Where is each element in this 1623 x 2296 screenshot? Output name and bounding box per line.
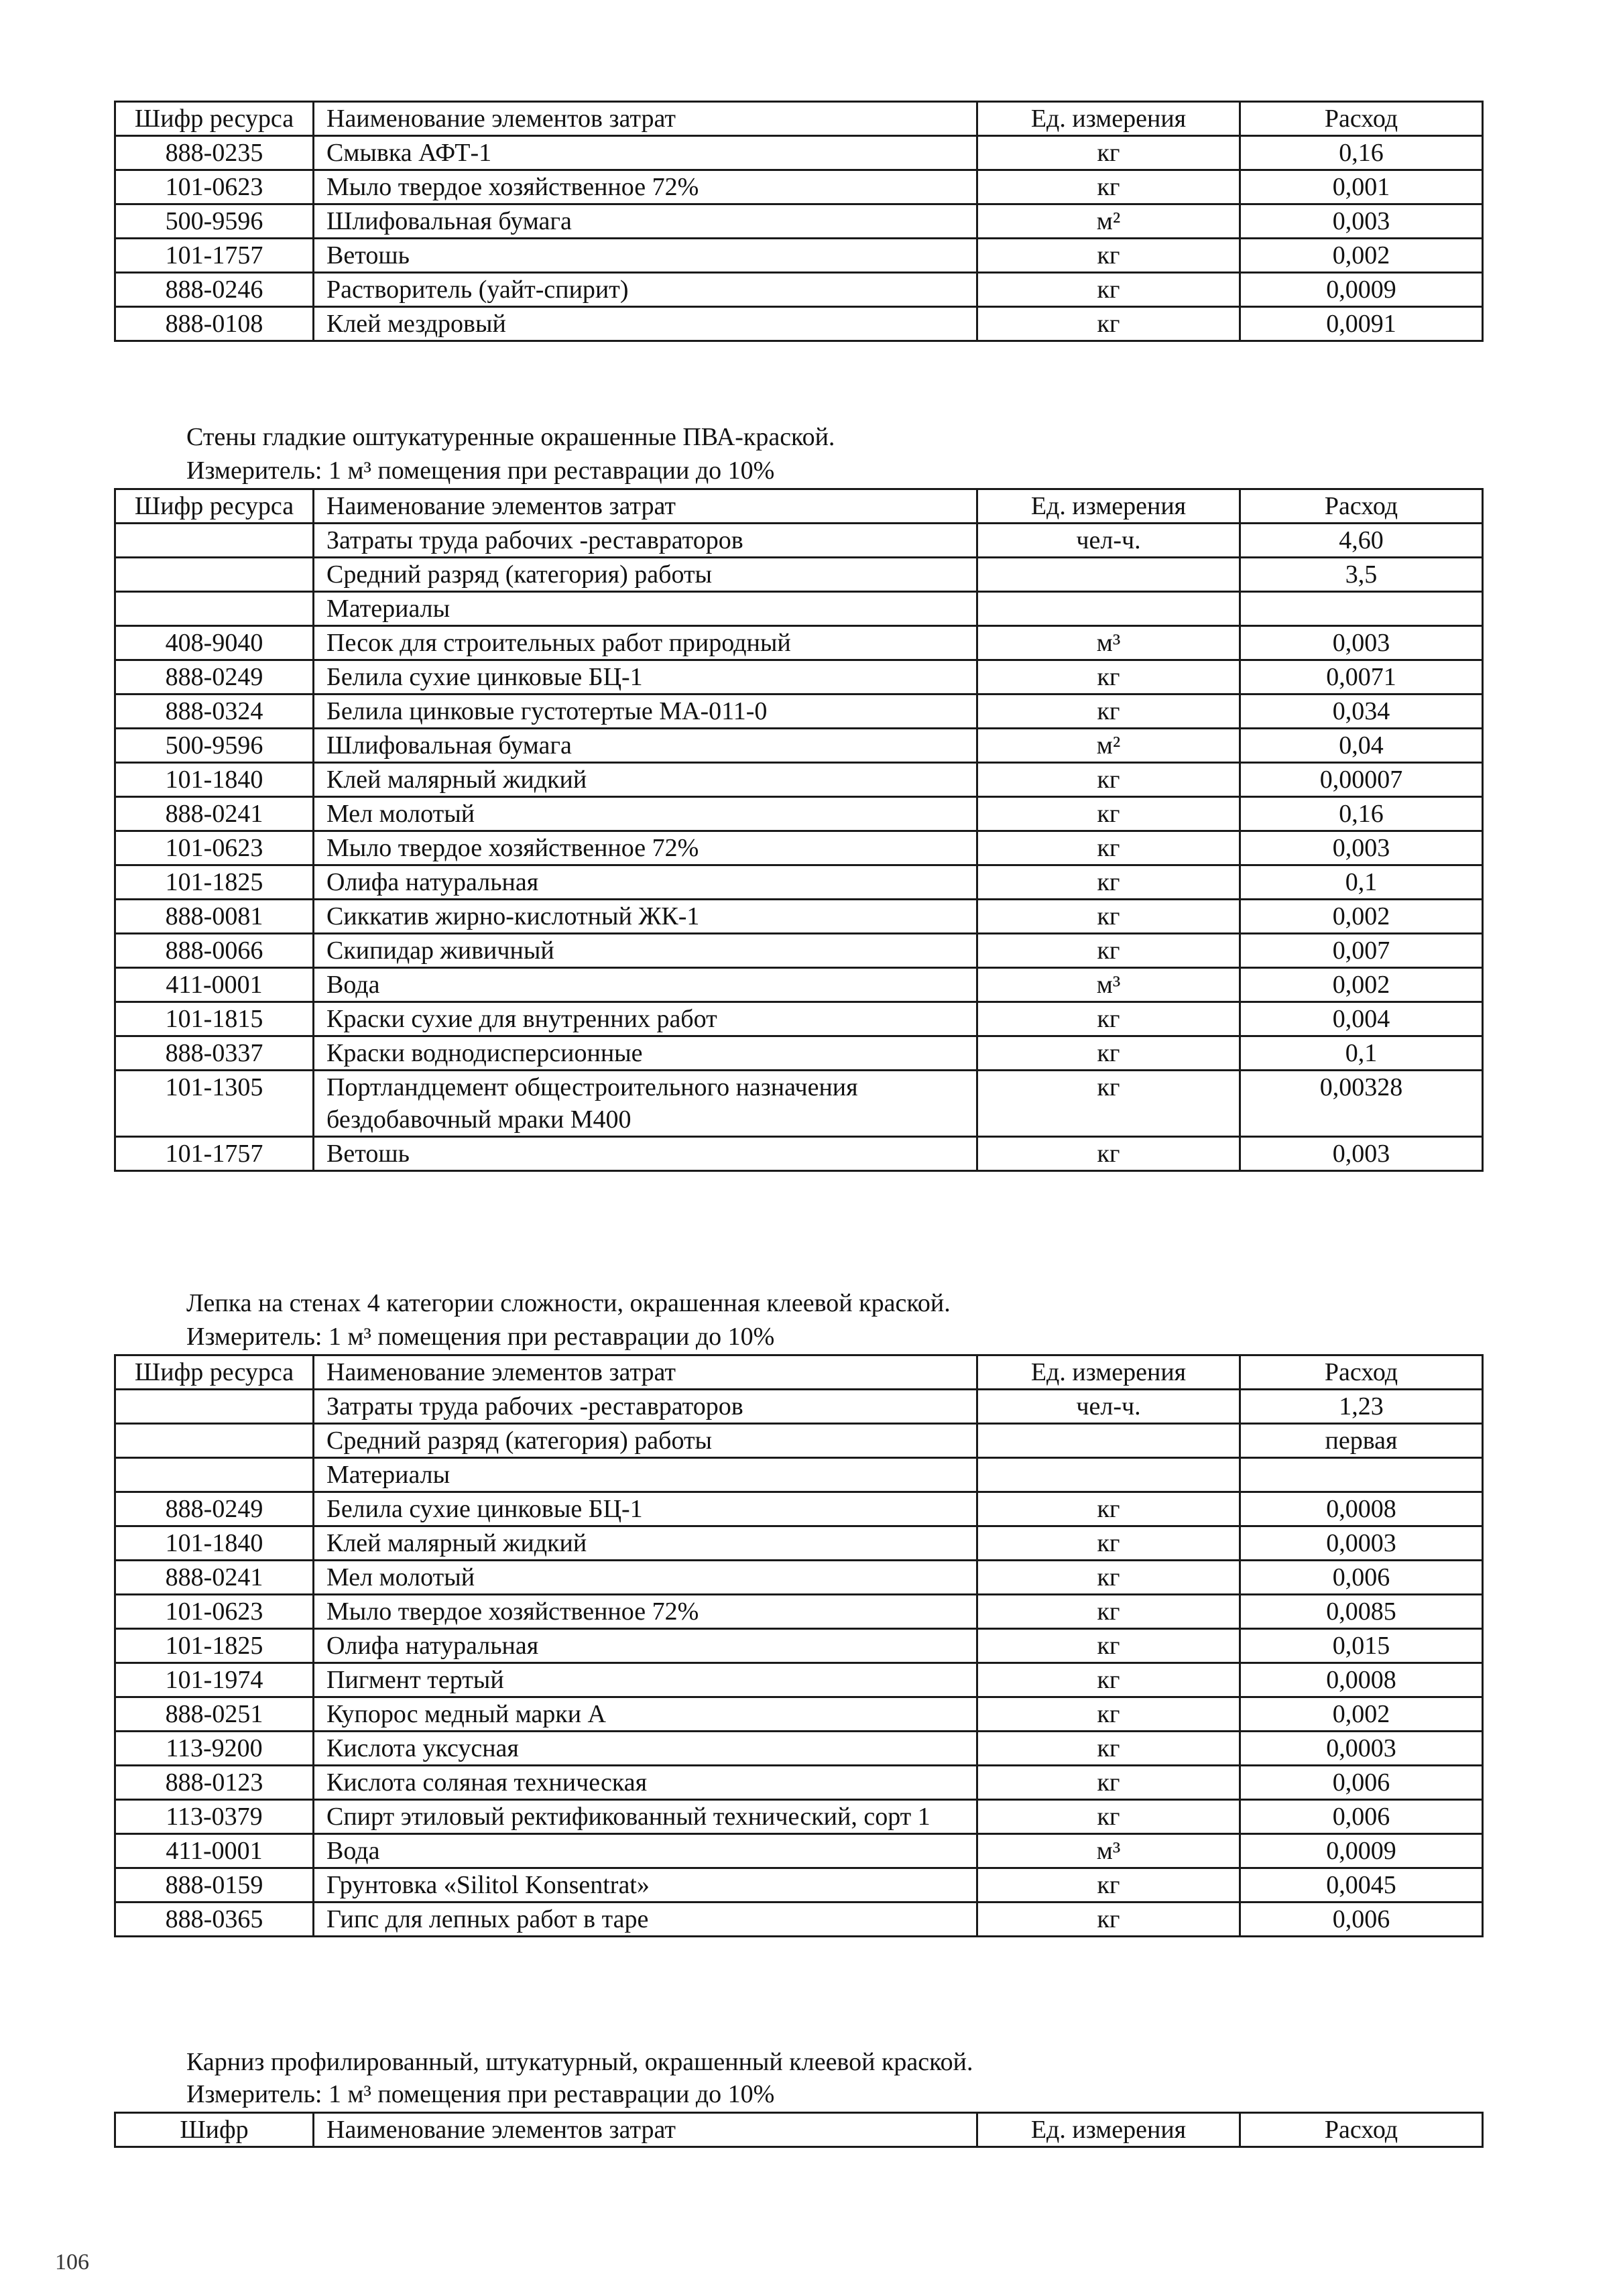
cell-code: 411-0001 bbox=[115, 968, 314, 1002]
header-unit: Ед. измерения bbox=[977, 2113, 1240, 2147]
cell-qty: 0,16 bbox=[1240, 136, 1483, 170]
section-3-meter: Измеритель: 1 м³ помещения при реставрации до 10% bbox=[186, 1323, 775, 1351]
table-row bbox=[115, 968, 1483, 1002]
page-number: 106 bbox=[55, 2250, 89, 2275]
cell-name: Клей мездровый bbox=[314, 307, 977, 341]
table-row bbox=[115, 729, 1483, 763]
cell-name: Портландцемент общестроительного назначения бездобавочный мраки М400 bbox=[314, 1071, 977, 1137]
section-4-meter: Измеритель: 1 м³ помещения при реставрации до 10% bbox=[186, 2080, 775, 2108]
cell-name: Мыло твердое хозяйственное 72% bbox=[314, 831, 977, 865]
cell-name: Смывка АФТ-1 bbox=[314, 136, 977, 170]
cell-code: 888-0324 bbox=[115, 694, 314, 729]
table-row bbox=[115, 1526, 1483, 1561]
table-row bbox=[115, 1732, 1483, 1766]
cell-name: Купорос медный марки А bbox=[314, 1697, 977, 1732]
cell-qty: 0,00328 bbox=[1240, 1071, 1483, 1137]
cell-code: 888-0249 bbox=[115, 1492, 314, 1526]
cell-code: 101-0623 bbox=[115, 1595, 314, 1629]
cell-unit: кг bbox=[977, 1071, 1240, 1137]
cell-code: 101-1974 bbox=[115, 1663, 314, 1697]
table-header-row bbox=[115, 102, 1483, 136]
cell-unit: кг bbox=[977, 1002, 1240, 1036]
cell-qty: 0,003 bbox=[1240, 1137, 1483, 1171]
cell-qty: 0,0008 bbox=[1240, 1663, 1483, 1697]
cell-unit: кг bbox=[977, 763, 1240, 797]
cell-unit: чел-ч. bbox=[977, 1390, 1240, 1424]
cell-qty bbox=[1240, 592, 1483, 626]
section-2-title: Стены гладкие оштукатуренные окрашенные ПВА-краской. bbox=[186, 423, 835, 451]
cell-unit: чел-ч. bbox=[977, 524, 1240, 558]
cell-unit: кг bbox=[977, 1697, 1240, 1732]
cell-name: Олифа натуральная bbox=[314, 1629, 977, 1663]
cell-unit: кг bbox=[977, 307, 1240, 341]
cell-name: Пигмент тертый bbox=[314, 1663, 977, 1697]
cell-code bbox=[115, 1390, 314, 1424]
header-code: Шифр ресурса bbox=[115, 102, 314, 136]
cell-qty: 0,006 bbox=[1240, 1800, 1483, 1834]
table-row bbox=[115, 592, 1483, 626]
table-row bbox=[115, 1766, 1483, 1800]
cell-code: 500-9596 bbox=[115, 204, 314, 239]
resource-table-4 bbox=[114, 2112, 1484, 2148]
cell-code: 113-9200 bbox=[115, 1732, 314, 1766]
table-row bbox=[115, 1137, 1483, 1171]
cell-qty: 0,006 bbox=[1240, 1766, 1483, 1800]
cell-name: Спирт этиловый ректификованный технический, сорт 1 bbox=[314, 1800, 977, 1834]
cell-name: Грунтовка «Silitol Konsentrat» bbox=[314, 1868, 977, 1902]
cell-code: 101-1825 bbox=[115, 865, 314, 900]
resource-table-2 bbox=[114, 488, 1484, 1172]
cell-name: Затраты труда рабочих -реставраторов bbox=[314, 1390, 977, 1424]
cell-code: 113-0379 bbox=[115, 1800, 314, 1834]
cell-qty: 0,034 bbox=[1240, 694, 1483, 729]
cell-qty: 0,1 bbox=[1240, 1036, 1483, 1071]
cell-name: Краски воднодисперсионные bbox=[314, 1036, 977, 1071]
cell-name: Мел молотый bbox=[314, 1561, 977, 1595]
cell-unit bbox=[977, 558, 1240, 592]
table-header-row bbox=[115, 2113, 1483, 2147]
table-row bbox=[115, 763, 1483, 797]
cell-qty: 0,003 bbox=[1240, 831, 1483, 865]
cell-name: Вода bbox=[314, 1834, 977, 1868]
cell-code: 888-0235 bbox=[115, 136, 314, 170]
cell-name: Средний разряд (категория) работы bbox=[314, 558, 977, 592]
cell-code: 888-0246 bbox=[115, 273, 314, 307]
cell-unit: кг bbox=[977, 136, 1240, 170]
table-row bbox=[115, 1424, 1483, 1458]
table-row bbox=[115, 1800, 1483, 1834]
cell-code bbox=[115, 524, 314, 558]
cell-unit: кг bbox=[977, 1629, 1240, 1663]
header-name: Наименование элементов затрат bbox=[314, 489, 977, 524]
cell-qty: 0,001 bbox=[1240, 170, 1483, 204]
cell-qty: 4,60 bbox=[1240, 524, 1483, 558]
table-row bbox=[115, 660, 1483, 694]
cell-qty: первая bbox=[1240, 1424, 1483, 1458]
cell-unit: кг bbox=[977, 1526, 1240, 1561]
table-row bbox=[115, 558, 1483, 592]
cell-name: Мел молотый bbox=[314, 797, 977, 831]
cell-name: Мыло твердое хозяйственное 72% bbox=[314, 1595, 977, 1629]
table-row bbox=[115, 1458, 1483, 1492]
cell-unit: м² bbox=[977, 204, 1240, 239]
cell-unit: кг bbox=[977, 660, 1240, 694]
table-row bbox=[115, 1561, 1483, 1595]
cell-qty bbox=[1240, 1458, 1483, 1492]
header-unit: Ед. измерения bbox=[977, 489, 1240, 524]
cell-qty: 0,00007 bbox=[1240, 763, 1483, 797]
cell-unit: кг bbox=[977, 273, 1240, 307]
cell-qty: 0,003 bbox=[1240, 626, 1483, 660]
table-row bbox=[115, 1834, 1483, 1868]
cell-code: 101-1840 bbox=[115, 1526, 314, 1561]
cell-unit: кг bbox=[977, 1868, 1240, 1902]
cell-unit: кг bbox=[977, 1766, 1240, 1800]
cell-qty: 0,002 bbox=[1240, 1697, 1483, 1732]
cell-name: Вода bbox=[314, 968, 977, 1002]
cell-unit: кг bbox=[977, 1663, 1240, 1697]
table-row bbox=[115, 1071, 1483, 1137]
cell-qty: 0,04 bbox=[1240, 729, 1483, 763]
header-code: Шифр ресурса bbox=[115, 489, 314, 524]
cell-qty: 0,0045 bbox=[1240, 1868, 1483, 1902]
table-row bbox=[115, 900, 1483, 934]
cell-name: Средний разряд (категория) работы bbox=[314, 1424, 977, 1458]
cell-qty: 0,002 bbox=[1240, 900, 1483, 934]
cell-code: 888-0251 bbox=[115, 1697, 314, 1732]
cell-code: 888-0066 bbox=[115, 934, 314, 968]
cell-name: Растворитель (уайт-спирит) bbox=[314, 273, 977, 307]
table-body bbox=[115, 524, 1483, 1171]
cell-code bbox=[115, 1424, 314, 1458]
table-row bbox=[115, 1663, 1483, 1697]
cell-name: Клей малярный жидкий bbox=[314, 1526, 977, 1561]
table-row bbox=[115, 1902, 1483, 1937]
cell-unit: кг bbox=[977, 900, 1240, 934]
cell-code: 888-0123 bbox=[115, 1766, 314, 1800]
cell-code: 888-0081 bbox=[115, 900, 314, 934]
table-row bbox=[115, 524, 1483, 558]
cell-name: Песок для строительных работ природный bbox=[314, 626, 977, 660]
cell-qty: 0,002 bbox=[1240, 968, 1483, 1002]
table-row bbox=[115, 865, 1483, 900]
cell-code: 411-0001 bbox=[115, 1834, 314, 1868]
cell-unit: м² bbox=[977, 729, 1240, 763]
cell-name: Шлифовальная бумага bbox=[314, 729, 977, 763]
cell-unit bbox=[977, 1458, 1240, 1492]
cell-unit bbox=[977, 592, 1240, 626]
table-row bbox=[115, 1868, 1483, 1902]
header-qty: Расход bbox=[1240, 2113, 1483, 2147]
cell-qty: 0,004 bbox=[1240, 1002, 1483, 1036]
table-row bbox=[115, 204, 1483, 239]
cell-name: Гипс для лепных работ в таре bbox=[314, 1902, 977, 1937]
cell-name: Кислота соляная техническая bbox=[314, 1766, 977, 1800]
cell-code bbox=[115, 558, 314, 592]
cell-qty: 0,0009 bbox=[1240, 273, 1483, 307]
cell-name: Ветошь bbox=[314, 239, 977, 273]
table-row bbox=[115, 1390, 1483, 1424]
cell-name: Кислота уксусная bbox=[314, 1732, 977, 1766]
cell-unit bbox=[977, 1424, 1240, 1458]
cell-name: Белила сухие цинковые БЦ-1 bbox=[314, 660, 977, 694]
cell-unit: кг bbox=[977, 1036, 1240, 1071]
cell-qty: 0,16 bbox=[1240, 797, 1483, 831]
cell-code: 500-9596 bbox=[115, 729, 314, 763]
table-header-row bbox=[115, 489, 1483, 524]
cell-qty: 0,002 bbox=[1240, 239, 1483, 273]
header-qty: Расход bbox=[1240, 489, 1483, 524]
cell-qty: 1,23 bbox=[1240, 1390, 1483, 1424]
table-row bbox=[115, 239, 1483, 273]
cell-name: Белила сухие цинковые БЦ-1 bbox=[314, 1492, 977, 1526]
cell-name: Материалы bbox=[314, 1458, 977, 1492]
cell-code: 888-0241 bbox=[115, 1561, 314, 1595]
cell-qty: 0,003 bbox=[1240, 204, 1483, 239]
cell-code: 101-0623 bbox=[115, 831, 314, 865]
table-row bbox=[115, 797, 1483, 831]
resource-table-1 bbox=[114, 101, 1484, 342]
cell-qty: 0,007 bbox=[1240, 934, 1483, 968]
table-row bbox=[115, 1002, 1483, 1036]
cell-name: Клей малярный жидкий bbox=[314, 763, 977, 797]
cell-unit: кг bbox=[977, 239, 1240, 273]
cell-qty: 3,5 bbox=[1240, 558, 1483, 592]
table-row bbox=[115, 307, 1483, 341]
cell-code bbox=[115, 1458, 314, 1492]
cell-name: Скипидар живичный bbox=[314, 934, 977, 968]
cell-unit: кг bbox=[977, 934, 1240, 968]
table-row bbox=[115, 1629, 1483, 1663]
cell-code: 888-0159 bbox=[115, 1868, 314, 1902]
resource-table-3 bbox=[114, 1354, 1484, 1937]
cell-unit: кг bbox=[977, 170, 1240, 204]
table-row bbox=[115, 1036, 1483, 1071]
cell-qty: 0,006 bbox=[1240, 1902, 1483, 1937]
cell-code: 101-1757 bbox=[115, 1137, 314, 1171]
cell-name: Белила цинковые густотертые МА-011-0 bbox=[314, 694, 977, 729]
table-row bbox=[115, 1697, 1483, 1732]
header-code: Шифр ресурса bbox=[115, 1355, 314, 1390]
cell-qty: 0,0003 bbox=[1240, 1526, 1483, 1561]
header-unit: Ед. измерения bbox=[977, 1355, 1240, 1390]
cell-name: Сиккатив жирно-кислотный ЖК-1 bbox=[314, 900, 977, 934]
cell-unit: кг bbox=[977, 1902, 1240, 1937]
table-row bbox=[115, 1595, 1483, 1629]
cell-code: 101-1757 bbox=[115, 239, 314, 273]
header-qty: Расход bbox=[1240, 1355, 1483, 1390]
cell-code: 888-0249 bbox=[115, 660, 314, 694]
cell-code: 101-1305 bbox=[115, 1071, 314, 1137]
cell-unit: кг bbox=[977, 865, 1240, 900]
cell-code: 101-1840 bbox=[115, 763, 314, 797]
cell-code: 888-0337 bbox=[115, 1036, 314, 1071]
cell-name: Олифа натуральная bbox=[314, 865, 977, 900]
table-row bbox=[115, 831, 1483, 865]
cell-code: 888-0365 bbox=[115, 1902, 314, 1937]
cell-code: 408-9040 bbox=[115, 626, 314, 660]
table-header-row bbox=[115, 1355, 1483, 1390]
cell-unit: кг bbox=[977, 1732, 1240, 1766]
cell-name: Краски сухие для внутренних работ bbox=[314, 1002, 977, 1036]
header-unit: Ед. измерения bbox=[977, 102, 1240, 136]
header-name: Наименование элементов затрат bbox=[314, 102, 977, 136]
cell-name: Шлифовальная бумага bbox=[314, 204, 977, 239]
cell-qty: 0,1 bbox=[1240, 865, 1483, 900]
cell-unit: м³ bbox=[977, 626, 1240, 660]
cell-qty: 0,0009 bbox=[1240, 1834, 1483, 1868]
cell-qty: 0,0085 bbox=[1240, 1595, 1483, 1629]
table-row bbox=[115, 626, 1483, 660]
cell-qty: 0,0008 bbox=[1240, 1492, 1483, 1526]
section-2-meter: Измеритель: 1 м³ помещения при реставрации до 10% bbox=[186, 457, 775, 485]
cell-unit: кг bbox=[977, 1492, 1240, 1526]
table-row bbox=[115, 934, 1483, 968]
cell-unit: кг bbox=[977, 1137, 1240, 1171]
cell-name: Мыло твердое хозяйственное 72% bbox=[314, 170, 977, 204]
table-row bbox=[115, 1492, 1483, 1526]
cell-name: Материалы bbox=[314, 592, 977, 626]
cell-code: 101-1815 bbox=[115, 1002, 314, 1036]
table-body bbox=[115, 1390, 1483, 1937]
cell-code: 888-0108 bbox=[115, 307, 314, 341]
cell-qty: 0,0003 bbox=[1240, 1732, 1483, 1766]
cell-unit: кг bbox=[977, 831, 1240, 865]
cell-code: 101-1825 bbox=[115, 1629, 314, 1663]
section-4-title: Карниз профилированный, штукатурный, окрашенный клеевой краской. bbox=[186, 2048, 973, 2076]
section-3-title: Лепка на стенах 4 категории сложности, окрашенная клеевой краской. bbox=[186, 1289, 951, 1317]
cell-name: Ветошь bbox=[314, 1137, 977, 1171]
table-row bbox=[115, 694, 1483, 729]
cell-code bbox=[115, 592, 314, 626]
cell-unit: м³ bbox=[977, 1834, 1240, 1868]
table-body bbox=[115, 136, 1483, 341]
header-code: Шифр bbox=[115, 2113, 314, 2147]
cell-unit: м³ bbox=[977, 968, 1240, 1002]
cell-unit: кг bbox=[977, 694, 1240, 729]
table-row bbox=[115, 273, 1483, 307]
table-row bbox=[115, 170, 1483, 204]
cell-unit: кг bbox=[977, 1800, 1240, 1834]
cell-qty: 0,006 bbox=[1240, 1561, 1483, 1595]
cell-qty: 0,0091 bbox=[1240, 307, 1483, 341]
header-name: Наименование элементов затрат bbox=[314, 1355, 977, 1390]
cell-qty: 0,0071 bbox=[1240, 660, 1483, 694]
table-row bbox=[115, 136, 1483, 170]
cell-name: Затраты труда рабочих -реставраторов bbox=[314, 524, 977, 558]
cell-unit: кг bbox=[977, 1561, 1240, 1595]
cell-unit: кг bbox=[977, 797, 1240, 831]
header-qty: Расход bbox=[1240, 102, 1483, 136]
cell-qty: 0,015 bbox=[1240, 1629, 1483, 1663]
header-name: Наименование элементов затрат bbox=[314, 2113, 977, 2147]
cell-code: 888-0241 bbox=[115, 797, 314, 831]
cell-unit: кг bbox=[977, 1595, 1240, 1629]
cell-code: 101-0623 bbox=[115, 170, 314, 204]
